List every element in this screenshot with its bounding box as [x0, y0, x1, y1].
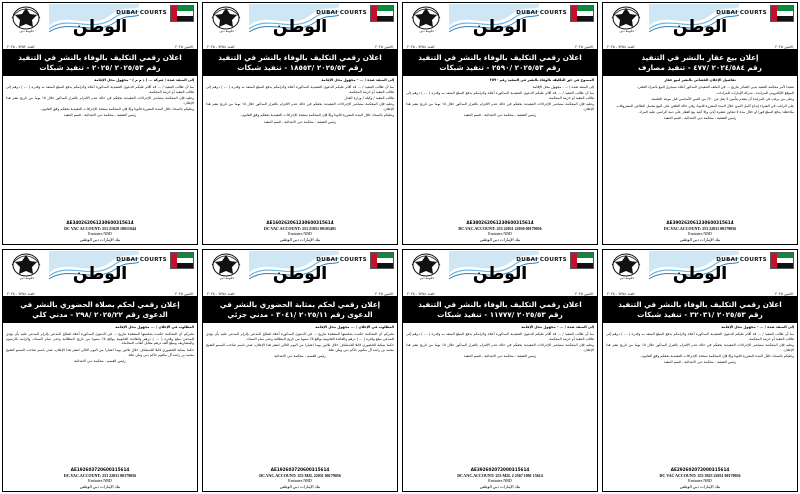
issue-line	[603, 292, 797, 296]
body-paragraph: وعليه فإن المحكمة ستباشر الإجراءات التنفيذية بحقكم في حالة عدم الالتزام بالقرار المذكور خلال ١٥ يوما من تاريخ نشر هذا الإعلان.	[406, 102, 594, 111]
footer-account: DC VAC ACCOUNT: 253 21029 10011044	[64, 225, 136, 231]
body-signature: رئيس الشعبة - محكمة دبي الابتدائية - قسم التنفيذ	[63, 113, 137, 118]
issue-right: العدد ٧٣٥٨ - ٢٠٢٥	[207, 292, 235, 296]
body-paragraph: نخبركم أن المحكمة حكمت بجلستها المنعقدة بتاريخ ... في الدعوى المذكورة أعلاه لصالح المدعي بإلزام المدعى عليه بأن يؤدي للمدعي مبلغ وقدره ( ... ) درهم والفائدة القانونية بواقع ٥٪ سنويا من تاريخ المطالبة وحتى تمام السداد.	[206, 331, 394, 341]
advert-card	[2, 2, 198, 245]
dubai-courts-logo	[516, 5, 594, 22]
footer-bank-en: Emirates NBD	[288, 478, 312, 484]
dubai-courts-logo	[116, 252, 194, 269]
masthead	[603, 250, 797, 297]
uae-flag-icon	[370, 5, 394, 22]
advert-title	[403, 50, 597, 76]
advert-card	[602, 2, 798, 245]
issue-right: العدد ٧٣٥٨ - ٢٠٢٥	[607, 45, 635, 49]
body-paragraph: بما أن طالب التنفيذ / ... قد أقام عليكم الدعوى التنفيذية المذكورة أعلاه والزامكم بدفع المبلغ المنفذ به وقدره ( ... ) درهم إلى طالب التنفيذ أو خزينة المحكمة.	[6, 84, 194, 94]
crest-label: حكومة دبي	[219, 29, 235, 33]
masthead	[3, 250, 197, 297]
issue-left: الاثنين ٢٠٢٥	[375, 292, 393, 296]
issue-line	[403, 45, 597, 49]
advert-footer	[3, 472, 197, 491]
crest-label: حكومة دبي	[419, 29, 435, 33]
body-signature: رئيس الشعبة - محكمة دبي الابتدائية - قسم التنفيذ	[463, 113, 537, 118]
issue-line	[3, 45, 197, 49]
crest-label: حكومة دبي	[219, 276, 235, 280]
issue-line	[3, 292, 197, 296]
body-paragraph: الممنوح في حق التكليف بالوفاء بالنشر في التنفيذ رقم ٢٥٩٠	[489, 78, 594, 83]
issue-right: العدد ٧٣٥٨ - ٢٠٢٥	[7, 292, 35, 296]
body-paragraph: المطلوب في الإعلان / ... مجهول محل الإقامة	[115, 325, 194, 330]
body-paragraph: حكما بمثابة الحضوري قابلا للاستئناف خلال ثلاثين يوما اعتبارا من اليوم التالي لنشر هذا الإعلان، صدر باسم صاحب السمو الشيخ محمد بن راشد آل مكتوم حاكم دبي وتلي علنا.	[6, 347, 194, 357]
footer-bank-ar: بنك الإمارات دبي الوطني	[679, 483, 721, 489]
footer-account: DC.VAC.ACCOUNT: 253 22031 00179056	[63, 472, 137, 478]
advert-title	[603, 50, 797, 76]
footer-bank-en: Emirates NBD	[688, 478, 712, 484]
footer-account: DC VAC ACCOUNT: 253 3925 22031 00179056	[659, 472, 741, 478]
publication-title: الوطن	[472, 264, 528, 284]
body-paragraph: تفاصيل الإعلان القضائي بالنشر لبيع عقار	[664, 78, 736, 83]
advert-body	[203, 323, 397, 465]
issue-left: الاثنين ٢٠٢٥	[175, 45, 193, 49]
dubai-courts-logo	[316, 252, 394, 269]
advert-body	[3, 76, 197, 218]
body-paragraph: بما أن طالب التنفيذ / ... قد أقام عليكم الدعوى التنفيذية المذكورة أعلاه والزامكم بدفع المبلغ المنفذ به وقدره ( ... ) درهم إلى طالب التنفيذ أو خزينة المحكمة.	[406, 331, 594, 341]
dubai-courts-logo-text: DUBAI COURTS	[716, 9, 767, 16]
body-signature: رئيس الشعبة - محكمة دبي الابتدائية - قسم التنفيذ	[263, 119, 337, 124]
uae-flag-icon	[170, 5, 194, 22]
body-paragraph: طالب التنفيذ / وكيله / وزارة العدل	[344, 95, 394, 100]
advert-footer	[3, 225, 197, 244]
body-paragraph: نخبركم أن المحكمة حكمت بجلستها المنعقدة بتاريخ ... في الدعوى المذكورة أعلاه لصالح المدعي بإلزام المدعى عليه بأن يؤدي للمدعي مبلغ وقدره ( ... ) درهم والفائدة القانونية بواقع ٥٪ سنويا من تاريخ المطالبة وحتى تمام السداد، والزامه بالرسوم والمصاريف ومبلغ ألف درهم مقابل أتعاب المحاماة.	[6, 331, 194, 346]
advert-card	[402, 2, 598, 245]
body-paragraph: وعليكم بالسداد خلال المدة المقررة قانونا وإلا فإن المحكمة ستتخذ الإجراءات التنفيذية بحقكم وفق القانون.	[240, 113, 394, 118]
dubai-courts-logo	[716, 5, 794, 22]
body-paragraph: وعلى من يرغب في المزايدة أن يتقدم بتأمين لا يقل عن ٢٠٪ من الثمن الأساسي قبل موعد الجلسة.	[650, 97, 794, 102]
footer-bank-ar: بنك الإمارات دبي الوطني	[79, 483, 121, 489]
body-signature: رئيس القسم - محكمة دبي الابتدائية	[74, 358, 126, 363]
body-paragraph: حكما بمثابة الحضوري قابلا للاستئناف خلال ثلاثين يوما اعتبارا من اليوم التالي لنشر هذا الإعلان، صدر باسم صاحب السمو الشيخ محمد بن راشد آل مكتوم حاكم دبي وتلي علنا.	[206, 342, 394, 352]
issue-right: العدد ٧٣٥٨ - ٢٠٢٥	[207, 45, 235, 49]
issue-right: العدد ٧٣٥٨ - ٢٠٢٥	[407, 292, 435, 296]
body-paragraph: إلى المنفذ ضده / شركة ... ( ذ م م ) - مجهول محل الإقامة	[94, 78, 194, 83]
footer-bank-en: Emirates NBD	[88, 231, 112, 237]
crest-label: حكومة دبي	[619, 276, 635, 280]
body-signature: رئيس الشعبة - محكمة دبي الابتدائية - قسم التنفيذ	[663, 116, 737, 121]
footer-bank-en: Emirates NBD	[88, 478, 112, 484]
advert-body	[3, 323, 197, 465]
issue-line	[203, 292, 397, 296]
body-signature: رئيس الشعبة - محكمة دبي الابتدائية - قسم التنفيذ	[663, 360, 737, 365]
footer-bank-ar: بنك الإمارات دبي الوطني	[479, 483, 521, 489]
advert-title	[603, 297, 797, 323]
body-paragraph: وعليكم بالسداد خلال المدة المقررة قانونا وإلا فإن المحكمة ستتخذ الإجراءات التنفيذية بحقكم وفق القانون.	[640, 354, 794, 358]
advert-body	[203, 76, 397, 218]
footer-bank-en: Emirates NBD	[488, 231, 512, 237]
masthead	[203, 3, 397, 50]
issue-left: الاثنين ٢٠٢٥	[775, 45, 793, 49]
footer-bank-ar: بنك الإمارات دبي الوطني	[479, 236, 521, 242]
issue-right: العدد ٧٣٥٨ - ٢٠٢٥	[607, 292, 635, 296]
masthead	[203, 250, 397, 297]
footer-bank-en: Emirates NBD	[688, 231, 712, 237]
advert-title-line1: اعلان رقمي التكليف بالوفاء بالنشر في التنفيذ	[418, 300, 582, 309]
iban-reference: AE340262061230600315614	[66, 219, 134, 225]
body-paragraph: تنفيذا لأمر محكمة التنفيذ بدبي الصادر بتاريخ ... في الملف التنفيذي المذكور أعلاه سيجري البيع بالمزاد العلني.	[636, 84, 794, 89]
publication-title: الوطن	[272, 17, 328, 37]
advert-card	[602, 249, 798, 492]
iban-reference: AE192603720600315614	[270, 466, 330, 472]
iban-reference: AE392602072000315614	[470, 466, 530, 472]
masthead	[603, 3, 797, 50]
body-paragraph: المطلوب في الإعلان / ... مجهول محل الإقامة	[315, 325, 394, 330]
advert-card	[402, 249, 598, 492]
body-paragraph: على الراغب في الشراء إيداع كامل الثمن خلال المدة المقررة قانونا، وفي حالة الطعن على البيع يتحمل الطاعن المصروفات.	[615, 103, 794, 108]
advert-title	[403, 297, 597, 323]
footer-bank-en: Emirates NBD	[488, 478, 512, 484]
crest-label: حكومة دبي	[19, 29, 35, 33]
advert-body	[403, 76, 597, 218]
dubai-courts-logo-text: DUBAI COURTS	[316, 9, 367, 16]
footer-bank-ar: بنك الإمارات دبي الوطني	[279, 483, 321, 489]
footer-account: DC.VAC.ACCOUNT: 253 M2L 22031 00179056	[259, 472, 341, 478]
issue-right: العدد ٧٣٥٨ - ٢٠٢٥	[407, 45, 435, 49]
crest-label: حكومة دبي	[619, 29, 635, 33]
advert-title-line2: الدعوى رقم ٢٠٢٥/٢٢ /٢٩٨ - مدني كلي	[32, 310, 168, 319]
issue-line	[203, 45, 397, 49]
advert-title-line1: اعلان رقمي التكليف بالوفاء بالنشر في التنفيذ	[618, 300, 782, 309]
body-paragraph: ملاحظة: يدفع المبلغ فورا أو خلال مدة لا تتجاوز عشرة أيام، وإلا أعيد بيع العقار على ذمة الراسي عليه المزاد.	[638, 110, 794, 114]
masthead	[403, 3, 597, 50]
footer-account: DC VAC ACCOUNT: 253 21051 00105491	[264, 225, 336, 231]
body-paragraph: بما أن طالب التنفيذ / ... قد أقام عليكم الدعوى التنفيذية المذكورة أعلاه والزامكم بدفع المبلغ المنفذ به وقدره ( ... ) درهم إلى طالب التنفيذ أو خزينة المحكمة.	[606, 331, 794, 341]
advert-title-line2: رقم ٢٠٢٤/٥٨٤ /٤٧٧ - تنفيذ مصارف	[638, 63, 762, 72]
dubai-courts-logo-text: DUBAI COURTS	[516, 9, 567, 16]
uae-flag-icon	[770, 252, 794, 269]
advert-title	[203, 50, 397, 76]
issue-left: الاثنين ٢٠٢٥	[575, 292, 593, 296]
publication-title: الوطن	[72, 17, 128, 37]
uae-flag-icon	[570, 252, 594, 269]
dubai-courts-logo	[316, 5, 394, 22]
advert-title	[3, 50, 197, 76]
iban-reference: AE380262061230600315614	[466, 219, 534, 225]
body-paragraph: وعليكم بالسداد خلال المدة المقررة قانونا وإلا فإن المحكمة ستتخذ الإجراءات التنفيذية بحقكم وفق القانون.	[40, 107, 194, 111]
advert-footer	[203, 225, 397, 244]
uae-flag-icon	[170, 252, 194, 269]
advert-body	[603, 76, 797, 218]
masthead	[403, 250, 597, 297]
footer-bank-en: Emirates NBD	[288, 231, 312, 237]
publication-title: الوطن	[672, 264, 728, 284]
dubai-courts-logo	[116, 5, 194, 22]
body-paragraph: بما أن طالب التنفيذ / ... قد أقام عليكم الدعوى التنفيذية المذكورة أعلاه والزامكم بدفع المبلغ المنفذ به وقدره ( ... ) درهم إلى طالب التنفيذ أو خزينة المحكمة.	[206, 84, 394, 94]
iban-reference: AE390262061230600315614	[666, 219, 734, 225]
advert-title-line1: اعلان رقمي التكليف بالوفاء بالنشر في التنفيذ	[418, 53, 582, 62]
body-paragraph: بما أن طالب التنفيذ / ... قد أقام عليكم الدعوى التنفيذية المذكورة أعلاه والزامكم بدفع المبلغ المنفذ به وقدره ( ... ) درهم إلى طالب التنفيذ أو خزينة المحكمة.	[406, 91, 594, 100]
body-paragraph: وعليه فإن المحكمة ستباشر الإجراءات التنفيذية بحقكم في حالة عدم الالتزام بالقرار المذكور خلال ١٥ يوما من تاريخ نشر هذا الإعلان.	[6, 95, 194, 105]
advert-body	[603, 323, 797, 465]
body-paragraph: وعليه فإن المحكمة ستباشر الإجراءات التنفيذية بحقكم في حالة عدم الالتزام بالقرار المذكور خلال ١٥ يوما من تاريخ نشر هذا الإعلان.	[206, 102, 394, 111]
footer-bank-ar: بنك الإمارات دبي الوطني	[679, 236, 721, 242]
advert-footer	[403, 472, 597, 491]
issue-left: الاثنين ٢٠٢٥	[575, 45, 593, 49]
advert-title-line2: رقم ٢٠٢٥/٥٣ /٢٥٩٠ - تنفيذ شبكات	[439, 63, 561, 72]
dubai-courts-logo-text: DUBAI COURTS	[316, 256, 367, 263]
advert-title	[3, 297, 197, 323]
advert-card	[2, 249, 198, 492]
advert-title-line1: إعلان بيع عقار بالنشر في التنفيذ	[641, 53, 759, 62]
advert-title	[203, 297, 397, 323]
body-paragraph: وعليه فإن المحكمة ستباشر الإجراءات التنفيذية بحقكم في حالة عدم الالتزام بالقرار المذكور خلال ١٥ يوما من تاريخ نشر هذا الإعلان.	[606, 342, 794, 352]
footer-bank-ar: بنك الإمارات دبي الوطني	[79, 236, 121, 242]
publication-title: الوطن	[272, 264, 328, 284]
dubai-courts-logo-text: DUBAI COURTS	[516, 256, 567, 263]
body-paragraph: إلى المنفذ ضده / ... - مجهول محل الإقامة	[521, 325, 594, 330]
iban-reference: AE192603720600315614	[70, 466, 130, 472]
uae-flag-icon	[570, 5, 594, 22]
advert-title-line1: إعلان رقمي لحكم بمثابة الحضوري بالنشر في	[219, 300, 381, 309]
body-signature: رئيس الشعبة - محكمة دبي الابتدائية - قسم التنفيذ	[463, 354, 537, 358]
advert-title-line1: إعلان رقمي لحكم بصلاة الحضوري بالنشر في	[20, 300, 180, 309]
advert-card	[202, 249, 398, 492]
dubai-courts-logo-text: DUBAI COURTS	[116, 256, 167, 263]
advert-title-line2: الدعوى رقم ٢٠٢٥/١١ /٣٠٤١ - مدني جزئي	[227, 310, 373, 319]
dubai-courts-logo-text: DUBAI COURTS	[716, 256, 767, 263]
advert-body	[403, 323, 597, 465]
advert-title-line2: رقم ٢٠٢٥/٥٣ /١٨٥٥٣ - تنفيذ شبكات	[237, 63, 363, 72]
publication-title: الوطن	[672, 17, 728, 37]
uae-flag-icon	[770, 5, 794, 22]
footer-account: DC.VAC.ACCOUNT: 253 22031 22030 00179056	[458, 225, 542, 231]
footer-account: DC.VAC.ACCOUNT: 253 M2L 2 2567 1001 15614	[457, 472, 543, 478]
body-paragraph: إلى المنفذ ضده / ... - مجهول محل الإقامة	[321, 78, 394, 83]
publication-title: الوطن	[72, 264, 128, 284]
issue-left: الاثنين ٢٠٢٥	[375, 45, 393, 49]
body-paragraph: الموقع الإلكتروني للمزايدة - شركة الإمارات للمزادات.	[715, 91, 794, 96]
uae-flag-icon	[370, 252, 394, 269]
crest-label: حكومة دبي	[19, 276, 35, 280]
body-paragraph: وعليه فإن المحكمة ستباشر الإجراءات التنفيذية بحقكم في حالة عدم الالتزام بالقرار المذكور خلال ١٥ يوما من تاريخ نشر هذا الإعلان.	[406, 342, 594, 352]
dubai-courts-logo	[516, 252, 594, 269]
dubai-courts-logo-text: DUBAI COURTS	[116, 9, 167, 16]
advert-title-line2: رقم ٢٠٢٥/٥٣ /٣٢٠٣١ - تنفيذ شبكات	[637, 310, 763, 319]
advert-footer	[403, 225, 597, 244]
issue-line	[603, 45, 797, 49]
publication-title: الوطن	[472, 17, 528, 37]
issue-line	[403, 292, 597, 296]
body-paragraph: إلى المنفذ ضده / ... - مجهول محل الإقامة	[721, 325, 794, 330]
advert-title-line2: رقم ٢٠٢٥/٥٣ /٢٠٢٥ - تنفيذ شبكات	[39, 63, 161, 72]
issue-right: العدد ٧٣٥٢ - ٢٠٢٥	[7, 45, 35, 49]
crest-label: حكومة دبي	[419, 276, 435, 280]
iban-reference: AE292602072000315614	[670, 466, 730, 472]
advert-title-line1: اعلان رقمي التكليف بالوفاء بالنشر في التنفيذ	[218, 53, 382, 62]
issue-left: الاثنين ٢٠٢٥	[175, 292, 193, 296]
advert-title-line2: رقم ٢٠٢٥/٥٣ /١١٧٧٧ - تنفيذ شبكات	[437, 310, 563, 319]
dubai-courts-logo	[716, 252, 794, 269]
footer-bank-ar: بنك الإمارات دبي الوطني	[279, 236, 321, 242]
body-paragraph: إلى المنفذ ضده / ... - مجهول محل الإقامة	[532, 84, 594, 89]
masthead	[3, 3, 197, 50]
advert-card	[202, 2, 398, 245]
issue-left: الاثنين ٢٠٢٥	[775, 292, 793, 296]
advert-footer	[203, 472, 397, 491]
advert-title-line1: اعلان رقمي التكليف بالوفاء بالنشر في التنفيذ	[18, 53, 182, 62]
advert-footer	[603, 225, 797, 244]
iban-reference: AE160262061230600315614	[266, 219, 334, 225]
advert-footer	[603, 472, 797, 491]
footer-account: DC.VAC.ACCOUNT: 253 22031 00179056	[663, 225, 737, 231]
body-signature: رئيس القسم - محكمة دبي الابتدائية	[274, 354, 326, 358]
